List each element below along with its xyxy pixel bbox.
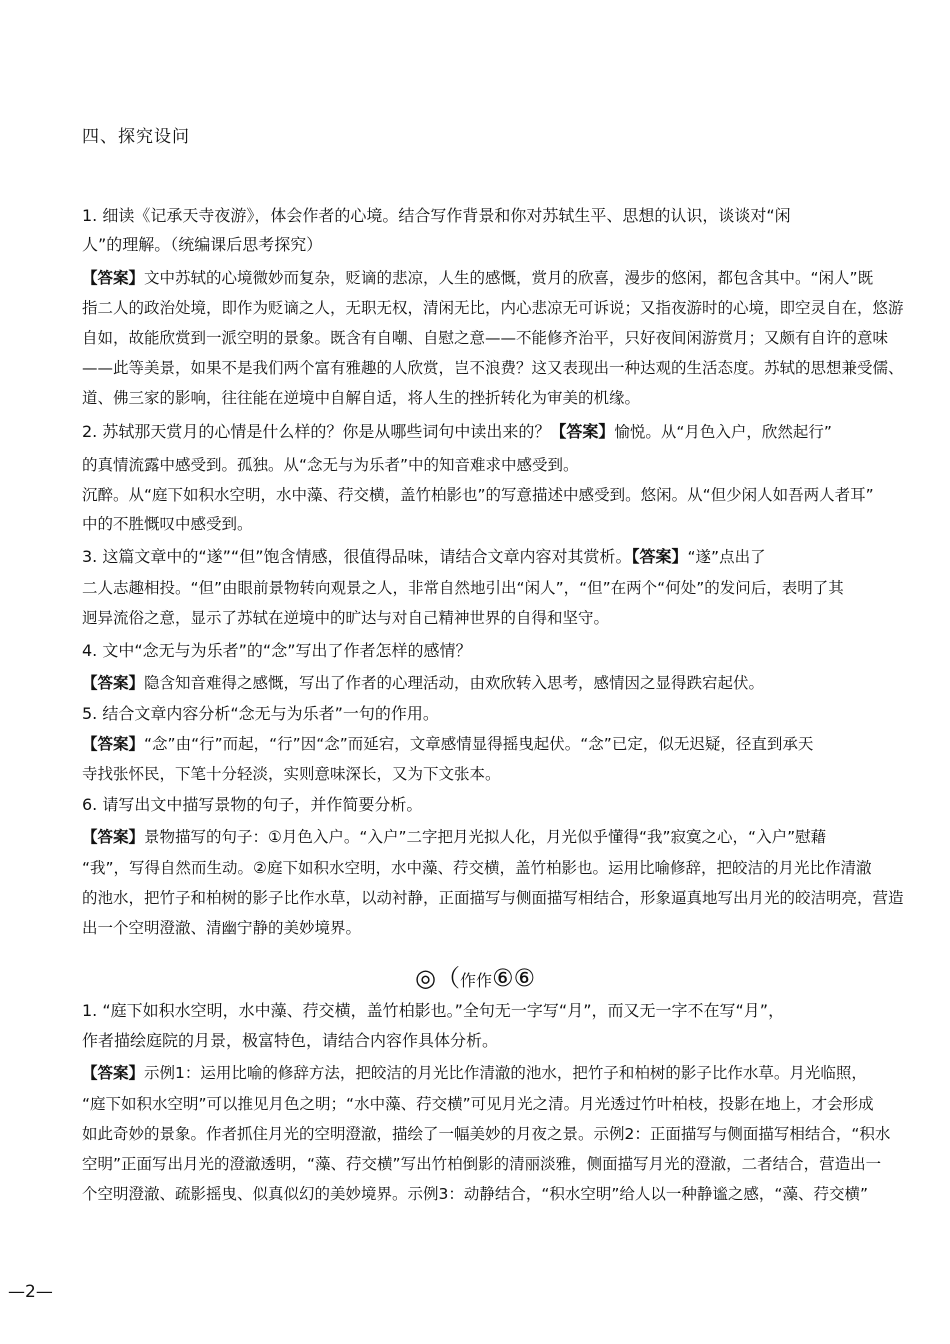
question-line bbox=[82, 205, 882, 227]
answer-line bbox=[82, 297, 904, 319]
question-line bbox=[82, 234, 882, 256]
line-text: 文中苏轼的心境微妙而复杂，贬谪的悲凉，人生的感慨，赏月的欣喜，漫步的悠闲，都包含其中。“闲人”既 bbox=[144, 269, 874, 287]
line-text: 寺找张怀民，下笔十分轻淡，实则意味深长，又为下文张本。 bbox=[82, 765, 501, 783]
line-text: 隐含知音难得之感慨，写出了作者的心理活动，由欢欣转入思考，感情因之显得跌宕起伏。 bbox=[144, 674, 765, 692]
answer-label: 【答案】 bbox=[82, 828, 145, 846]
line-text: 如此奇妙的景象。作者抓住月光的空明澄澈，描绘了一幅美妙的月夜之景。示例2：正面描写与侧面描写相结合，“积水 bbox=[82, 1125, 891, 1143]
answer-label: 【答案】 bbox=[82, 735, 145, 753]
line-text: 5. 结合文章内容分析“念无与为乐者”一句的作用。 bbox=[82, 704, 439, 723]
line-text: 1. 细读《记承天寺夜游》，体会作者的心境。结合写作背景和你对苏轼生平、思想的认识，谈谈对“闲 bbox=[82, 206, 791, 225]
answer-text: “遂”点出了 bbox=[687, 548, 766, 566]
question-line bbox=[82, 794, 882, 816]
practice-section-title bbox=[0, 958, 950, 993]
line-text: 指二人的政治处境，即作为贬谪之人，无职无权，清闲无比，内心悲凉无可诉说；又指夜游时的心境，即空灵自在，悠游 bbox=[82, 299, 904, 317]
answer-line bbox=[82, 887, 904, 909]
line-text: 沉醉。从“庭下如积水空明，水中藻、荇交横，盖竹柏影也”的写意描述中感受到。悠闲。从“但少闲人如吾两人者耳” bbox=[82, 486, 874, 504]
line-text: 的真情流露中感受到。孤独。从“念无与为乐者”中的知音难求中感受到。 bbox=[82, 456, 579, 474]
line-text: 3. 这篇文章中的“遂”“但”饱含情感，很值得品味，请结合文章内容对其赏析。 bbox=[82, 547, 632, 566]
answer-line bbox=[82, 1123, 891, 1145]
answer-label: 【答案】 bbox=[82, 1064, 145, 1082]
page-number: —2— bbox=[8, 1282, 53, 1302]
line-text: 个空明澄澈、疏影摇曳、似真似幻的美妙境界。示例3：动静结合，“积水空明”给人以一种静谧之感，“藻、荇交横” bbox=[82, 1185, 868, 1203]
answer-line bbox=[82, 607, 882, 629]
question-line bbox=[82, 421, 882, 443]
answer-line bbox=[82, 387, 882, 409]
answer-line bbox=[82, 1062, 882, 1084]
line-text: 人”的理解。（统编课后思考探究） bbox=[82, 235, 323, 254]
line-text: 景物描写的句子：①月色入户。“入户”二字把月光拟人化，月光似乎懂得“我”寂寞之心，“入户”慰藉 bbox=[144, 828, 827, 846]
line-text: “庭下如积水空明”可以推见月色之明；“水中藻、荇交横”可见月光之清。月光透过竹叶柏枝，投影在地上，才会形成 bbox=[82, 1095, 874, 1113]
answer-line bbox=[82, 327, 889, 349]
line-text: 中的不胜慨叹中感受到。 bbox=[82, 515, 253, 533]
answer-label: 【答案】 bbox=[550, 422, 615, 441]
line-text: 作者描绘庭院的月景，极富特色，请结合内容作具体分析。 bbox=[82, 1031, 499, 1050]
section-label: 作作 bbox=[459, 971, 492, 990]
answer-line bbox=[82, 826, 882, 848]
line-text: 2. 苏轼那天赏月的心情是什么样的？你是从哪些词句中读出来的？ bbox=[82, 422, 551, 441]
answer-text: 愉悦。从“月色入户，欣然起行” bbox=[614, 423, 832, 441]
circled-marks: ⑥⑥ bbox=[491, 964, 535, 992]
line-text: 6. 请写出文中描写景物的句子，并作简要分析。 bbox=[82, 795, 423, 814]
line-text: 自如，故能欣赏到一派空明的景象。既含有自嘲、自慰之意——不能修齐治平，只好夜间闲游赏月；又颇有自许的意味 bbox=[82, 329, 889, 347]
answer-line bbox=[82, 513, 882, 535]
answer-line bbox=[82, 733, 882, 755]
answer-line bbox=[82, 267, 882, 289]
answer-line bbox=[82, 454, 882, 476]
line-text: 1. “庭下如积水空明，水中藻、荇交横，盖竹柏影也。”全句无一字写“月”，而又无一字不在写“月”， bbox=[82, 1001, 785, 1020]
line-text: 出一个空明澄澈、清幽宁静的美妙境界。 bbox=[82, 919, 362, 937]
question-line bbox=[82, 703, 882, 725]
line-text: 的池水，把竹子和柏树的影子比作水草，以动衬静，正面描写与侧面描写相结合，形象逼真地写出月光的皎洁明亮，营造 bbox=[82, 889, 904, 907]
line-text: 4. 文中“念无与为乐者”的“念”写出了作者怎样的感情？ bbox=[82, 641, 472, 660]
line-text: 道、佛三家的影响，往往能在逆境中自解自适，将人生的挫折转化为审美的机缘。 bbox=[82, 389, 641, 407]
question-line bbox=[82, 1000, 882, 1022]
question-line bbox=[82, 640, 882, 662]
line-text: 空明”正面写出月光的澄澈透明，“藻、荇交横”写出竹柏倒影的清丽淡雅，侧面描写月光的澄澈，二者结合，营造出一 bbox=[82, 1155, 882, 1173]
line-text: “我”，写得自然而生动。②庭下如积水空明，水中藻、荇交横，盖竹柏影也。运用比喻修辞，把皎洁的月光比作清澈 bbox=[82, 859, 872, 877]
question-line bbox=[82, 546, 882, 568]
question-line bbox=[82, 1030, 882, 1052]
line-text: 迥异流俗之意，显示了苏轼在逆境中的旷达与对自己精神世界的自得和坚守。 bbox=[82, 609, 610, 627]
section-heading: 四、探究设问 bbox=[82, 127, 190, 147]
answer-line bbox=[82, 1153, 882, 1175]
answer-label: 【答案】 bbox=[631, 547, 688, 566]
answer-line bbox=[82, 857, 882, 879]
answer-line bbox=[82, 484, 882, 506]
line-text: “念”由“行”而起，“行”因“念”而延宕，文章感情显得摇曳起伏。“念”已定，似无迟疑，径直到承天 bbox=[144, 735, 814, 753]
line-text: 示例1：运用比喻的修辞方法，把皎洁的月光比作清澈的池水，把竹子和柏树的影子比作水草。月光临照， bbox=[144, 1064, 867, 1082]
answer-label: 【答案】 bbox=[82, 674, 145, 692]
answer-line bbox=[82, 917, 882, 939]
answer-line bbox=[82, 357, 904, 379]
answer-line bbox=[82, 577, 882, 599]
answer-line bbox=[82, 672, 882, 694]
line-text: ——此等美景，如果不是我们两个富有雅趣的人欣赏，岂不浪费？这又表现出一种达观的生活态度。苏轼的思想兼受儒、 bbox=[82, 359, 904, 377]
answer-label: 【答案】 bbox=[82, 269, 145, 287]
line-text: 二人志趣相投。“但”由眼前景物转向观景之人，非常自然地引出“闲人”，“但”在两个“何处”的发问后，表明了其 bbox=[82, 579, 844, 597]
answer-line bbox=[82, 1093, 882, 1115]
circle-symbol: ◎ bbox=[415, 964, 436, 992]
answer-line bbox=[82, 763, 882, 785]
open-paren: （ bbox=[435, 964, 460, 992]
answer-line bbox=[82, 1183, 882, 1205]
